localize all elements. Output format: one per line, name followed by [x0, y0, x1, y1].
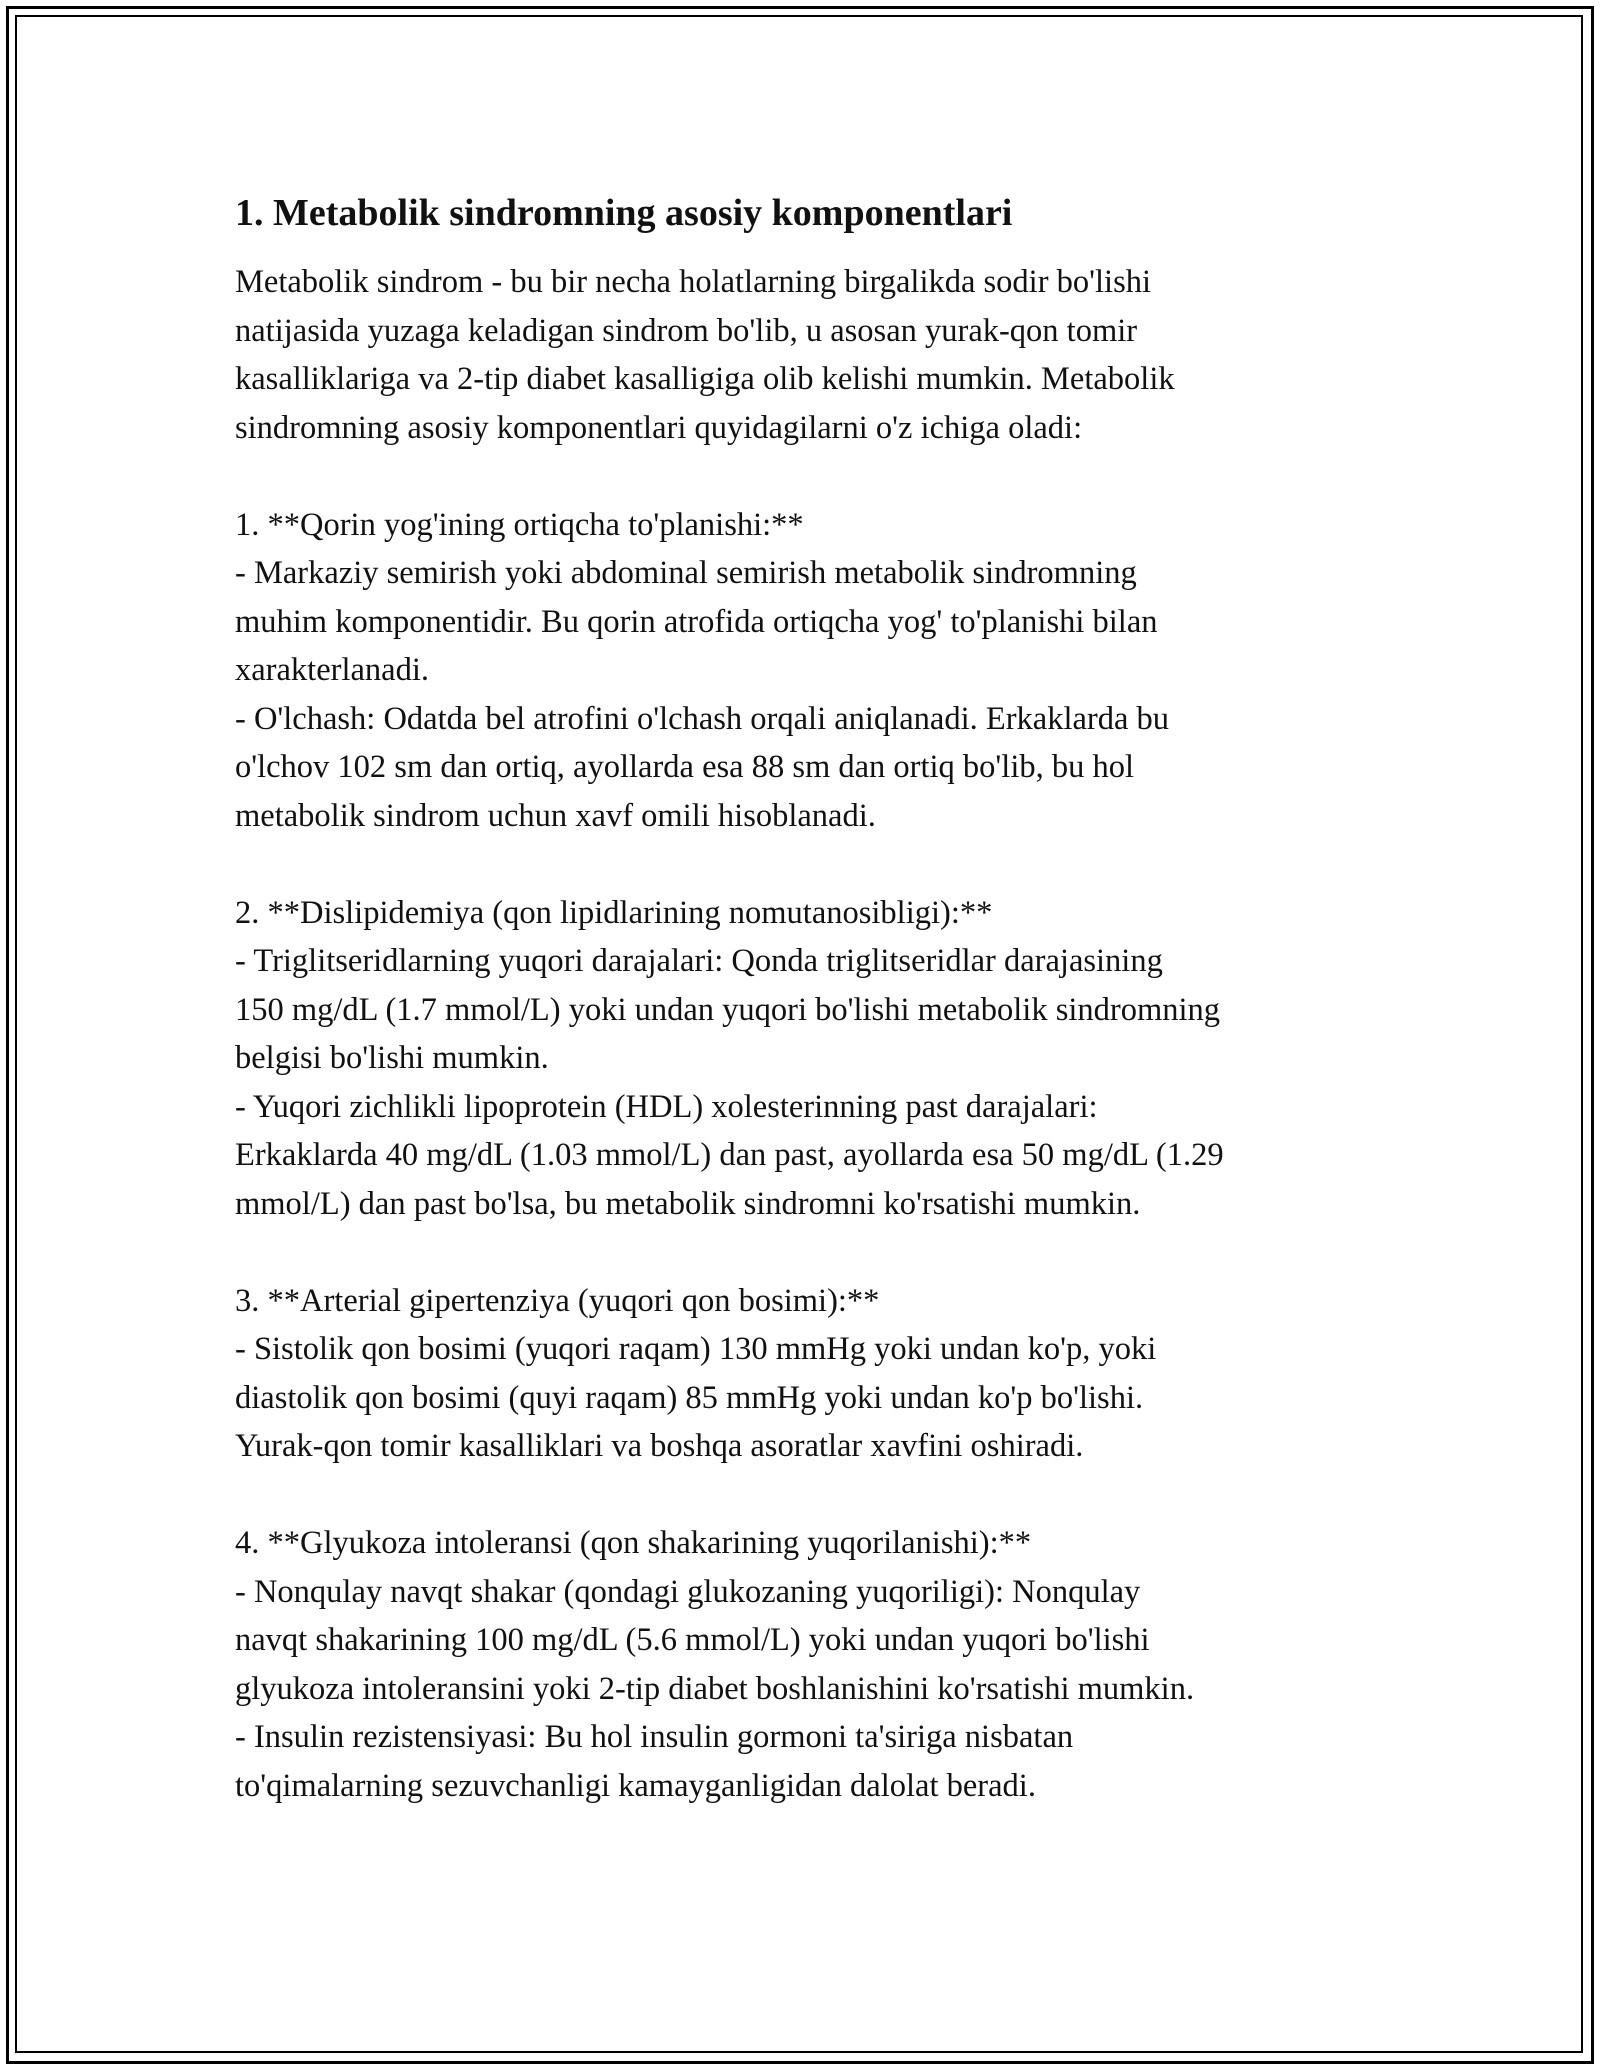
section-glucose-intolerance: 4. **Glyukoza intoleransi (qon shakarining yuqorilanishi):** - Nonqulay navqt shakar (qondagi glukozaning yuqoriligi): Nonqulay navqt shakarining 100 mg/dL (5.6 mmol/L) yoki undan yuqori bo'lishi glyukoza intoleransini yoki 2-tip diabet boshlanishini ko'rsatishi mumkin. - Insulin rezistensiyasi: Bu hol insulin gormoni ta'siriga nisbatan to'qimalarning sezuvchanligi kamayganligidan dalolat beradi.: [235, 1525, 1195, 1804]
section-dyslipidemia: 2. **Dislipidemiya (qon lipidlarining nomutanosibligi):** - Triglitseridlarning yuqori darajalari: Qonda triglitseridlar darajasining 150 mg/dL (1.7 mmol/L) yoki undan yuqori bo'lishi metabolik sindromning belgisi bo'lishi mumkin. - Yuqori zichlikli lipoprotein (HDL) xolesterinning past darajalari: Erkaklarda 40 mg/dL (1.03 mmol/L) dan past, ayollarda esa 50 mg/dL (1.29 mmol/L) dan past bo'lsa, bu metabolik sindromni ko'rsatishi mumkin.: [235, 894, 1224, 1222]
paragraph-gap: [235, 1471, 1365, 1520]
paragraph-gap: [235, 452, 1365, 501]
section-hypertension: 3. **Arterial gipertenziya (yuqori qon bosimi):** - Sistolik qon bosimi (yuqori raqam) 130 mmHg yoki undan ko'p, yoki diastolik qon bosimi (quyi raqam) 85 mmHg yoki undan ko'p bo'lishi. Yurak-qon tomir kasalliklari va boshqa asoratlar xavfini oshiradi.: [235, 1282, 1157, 1464]
intro-paragraph: Metabolik sindrom - bu bir necha holatlarning birgalikda sodir bo'lishi natijasida yuzaga keladigan sindrom bo'lib, u asosan yurak-qon tomir kasalliklariga va 2-tip diabet kasalligiga olib kelishi mumkin. Metabolik sindromning asosiy komponentlari quyidagilarni o'z ichiga oladi:: [235, 264, 1175, 446]
paragraph-gap: [235, 1228, 1365, 1277]
paragraph-gap: [235, 840, 1365, 889]
section-abdominal-obesity: 1. **Qorin yog'ining ortiqcha to'planishi:** - Markaziy semirish yoki abdominal semirish metabolik sindromning muhim komponentidir. Bu qorin atrofida ortiqcha yog' to'planishi bilan xarakterlanadi. - O'lchash: Odatda bel atrofini o'lchash orqali aniqlanadi. Erkaklarda bu o'lchov 102 sm dan ortiq, ayollarda esa 88 sm dan ortiq bo'lib, bu hol metabolik sindrom uchun xavf omili hisoblanadi.: [235, 506, 1170, 834]
document-title: 1. Metabolik sindromning asosiy komponentlari: [235, 192, 1013, 234]
document-body: [235, 188, 1365, 1810]
